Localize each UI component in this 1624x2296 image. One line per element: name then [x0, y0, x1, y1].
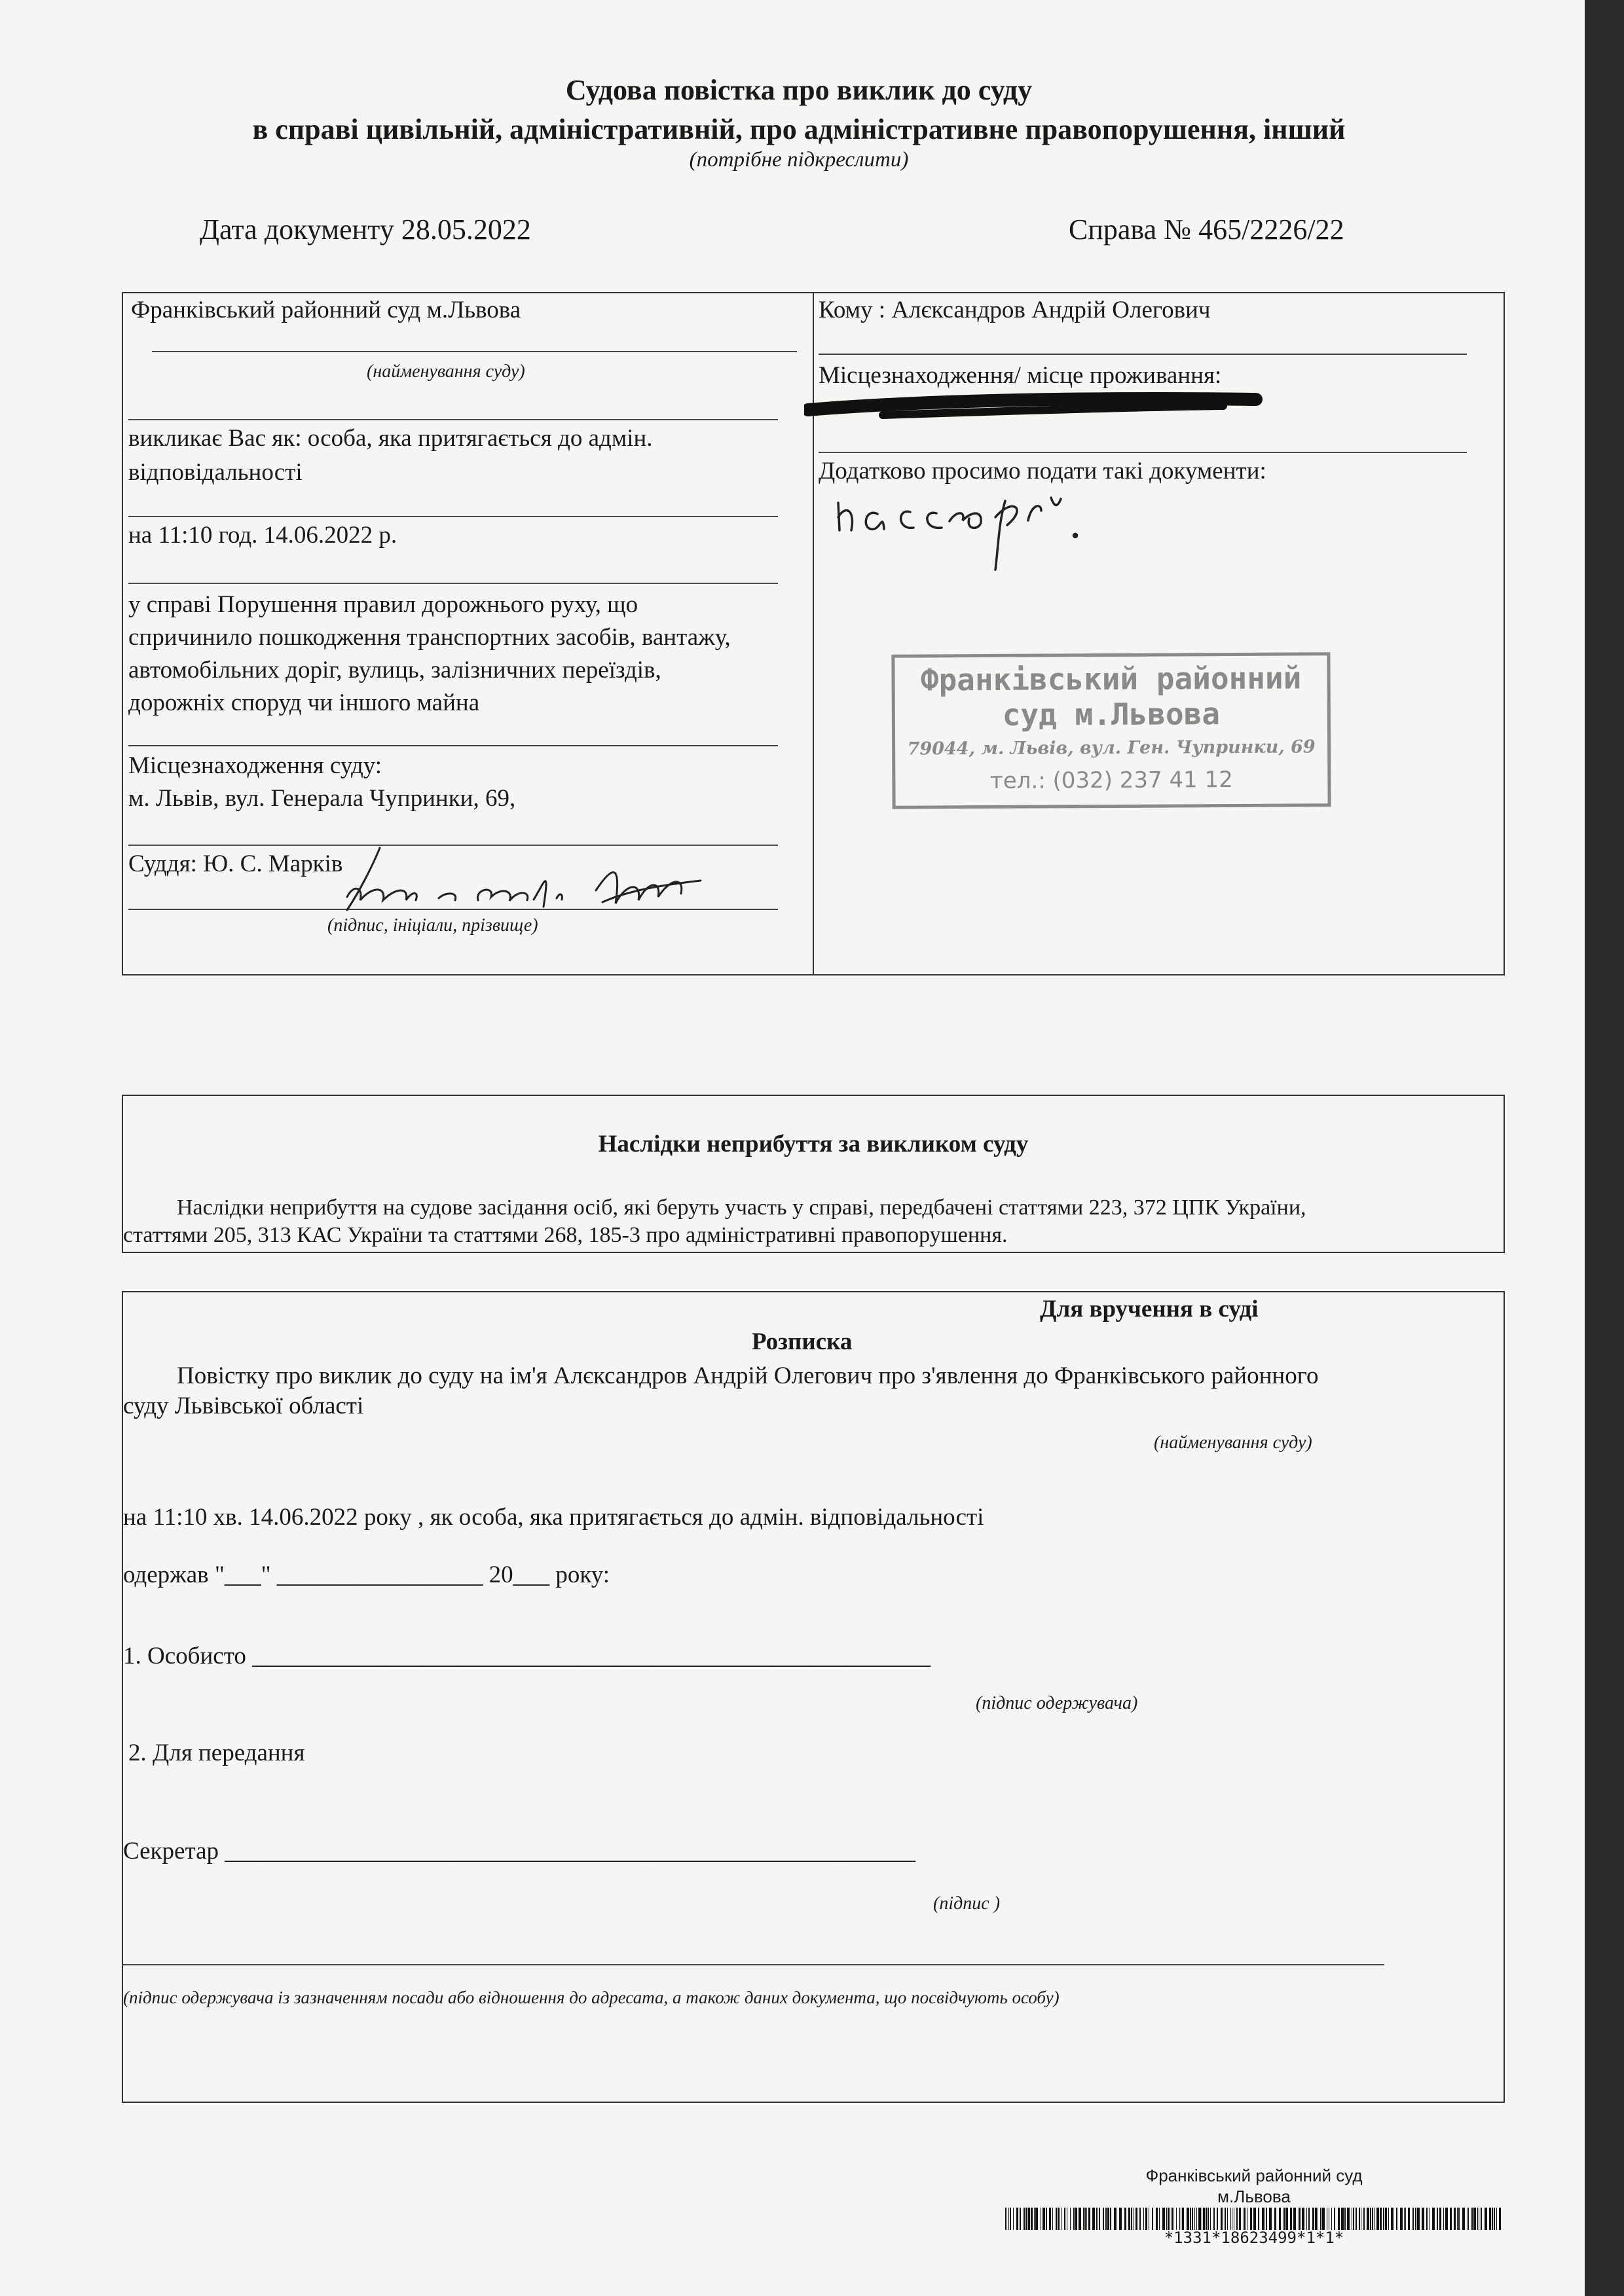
- barcode-bar: [1437, 2208, 1438, 2230]
- barcode-bar: [1244, 2208, 1246, 2230]
- barcode-bar: [1103, 2208, 1104, 2230]
- barcode-bar: [1477, 2208, 1478, 2230]
- barcode-bar: [1035, 2208, 1038, 2230]
- barcode-bar: [1481, 2208, 1482, 2230]
- barcode: [1005, 2208, 1503, 2230]
- barcode-bar: [1099, 2208, 1100, 2230]
- barcode-bar: [1302, 2208, 1304, 2230]
- summons-as-line2: відповідальності: [128, 459, 303, 486]
- barcode-bar: [1439, 2208, 1441, 2230]
- hearing-time: на 11:10 год. 14.06.2022 р.: [128, 522, 397, 549]
- barcode-bar: [1058, 2208, 1060, 2230]
- divider: [128, 583, 778, 584]
- court-name-caption: (найменування суду): [367, 361, 525, 382]
- recipient-signature-line: [123, 1964, 1384, 1965]
- barcode-bar: [1457, 2208, 1458, 2230]
- barcode-bar: [1166, 2208, 1167, 2230]
- court-name-underline: [152, 351, 797, 352]
- barcode-bar: [1075, 2208, 1077, 2230]
- stamp-address: 79044, м. Львів, вул. Ген. Чупринки, 69: [907, 737, 1316, 759]
- barcode-bar: [1376, 2208, 1379, 2230]
- barcode-bar: [1107, 2208, 1109, 2230]
- document-title: Судова повістка про виклик до суду: [565, 74, 1033, 106]
- barcode-bar: [1088, 2208, 1090, 2230]
- barcode-bar: [1269, 2208, 1272, 2230]
- barcode-bar: [1471, 2208, 1473, 2230]
- barcode-bar: [1396, 2208, 1397, 2230]
- case-description-line1: у справі Порушення правил дорожнього руху, що: [128, 591, 638, 618]
- barcode-bar: [1139, 2208, 1141, 2230]
- barcode-bar: [1196, 2208, 1197, 2230]
- recipient-details-caption: (підпис одержувача із зазначенням посади або відношення до адресата, а також даних документа, що посвідчують особу): [123, 1988, 1060, 2007]
- divider: [128, 745, 778, 746]
- personally-line: 1. Особисто ________________________________________________________: [123, 1643, 931, 1669]
- receipt-title: Розписка: [752, 1328, 853, 1355]
- stamp-line1: Франківський районний: [920, 660, 1302, 698]
- barcode-bar: [1024, 2208, 1025, 2230]
- barcode-bar: [1380, 2208, 1382, 2230]
- barcode-bar: [1110, 2208, 1111, 2230]
- barcode-bar: [1084, 2208, 1086, 2230]
- barcode-bar: [1422, 2208, 1424, 2230]
- barcode-bar: [1370, 2208, 1371, 2230]
- barcode-bar: [1236, 2208, 1238, 2230]
- barcode-bar: [1239, 2208, 1241, 2230]
- handwritten-passport-note: [832, 484, 1087, 573]
- barcode-bar: [1320, 2208, 1321, 2230]
- court-name: Франківський районний суд м.Львова: [131, 297, 521, 323]
- barcode-bar: [1258, 2208, 1259, 2230]
- barcode-bar: [1034, 2208, 1035, 2230]
- stamp-phone: тел.: (032) 237 41 12: [989, 767, 1233, 794]
- barcode-bar: [1372, 2208, 1373, 2230]
- case-description-line3: автомобільних доріг, вулиць, залізничних переїздів,: [128, 657, 661, 683]
- barcode-bar: [1458, 2208, 1460, 2230]
- barcode-bar: [1208, 2208, 1209, 2230]
- barcode-text: *1331*18623499*1*1*: [1164, 2229, 1344, 2247]
- barcode-bar: [1005, 2208, 1006, 2230]
- barcode-bar: [1105, 2208, 1107, 2230]
- barcode-bar: [1083, 2208, 1084, 2230]
- barcode-bar: [1445, 2208, 1448, 2230]
- recipient-signature-caption: (підпис одержувача): [976, 1693, 1138, 1713]
- barcode-bar: [1400, 2208, 1403, 2230]
- barcode-bar: [1190, 2208, 1191, 2230]
- barcode-bar: [1405, 2208, 1406, 2230]
- barcode-bar: [1353, 2208, 1354, 2230]
- case-number: Справа № 465/2226/22: [1069, 213, 1344, 246]
- barcode-bar: [1432, 2208, 1435, 2230]
- barcode-bar: [1341, 2208, 1344, 2230]
- barcode-bar: [1026, 2208, 1027, 2230]
- barcode-bar: [1028, 2208, 1030, 2230]
- barcode-bar: [1450, 2208, 1452, 2230]
- barcode-bar: [1016, 2208, 1018, 2230]
- barcode-bar: [1192, 2208, 1193, 2230]
- barcode-bar: [1031, 2208, 1033, 2230]
- received-date-line: одержав "___" _________________ 20___ року:: [123, 1561, 610, 1588]
- barcode-bar: [1417, 2208, 1420, 2230]
- barcode-bar: [1020, 2208, 1021, 2230]
- signature-caption: (підпис, ініціали, прізвище): [327, 915, 538, 936]
- barcode-bar: [1494, 2208, 1495, 2230]
- case-description-line4: дорожніх споруд чи іншого майна: [128, 689, 480, 716]
- for-transfer-line: 2. Для передання: [128, 1740, 305, 1766]
- barcode-bar: [1135, 2208, 1137, 2230]
- barcode-bar: [1194, 2208, 1195, 2230]
- barcode-bar: [1064, 2208, 1065, 2230]
- court-stamp: [891, 652, 1331, 809]
- barcode-bar: [1182, 2208, 1184, 2230]
- barcode-bar: [1315, 2208, 1317, 2230]
- barcode-bar: [1230, 2208, 1231, 2230]
- barcode-bar: [1356, 2208, 1357, 2230]
- receipt-line2: суду Львівської області: [123, 1393, 364, 1419]
- barcode-bar: [1496, 2208, 1497, 2230]
- receipt-time-line: на 11:10 хв. 14.06.2022 року , як особа, яка притягається до адмін. відповідальності: [123, 1504, 984, 1531]
- barcode-bar: [1454, 2208, 1456, 2230]
- barcode-bar: [1443, 2208, 1444, 2230]
- barcode-bar: [1143, 2208, 1144, 2230]
- consequences-text-line2: статтями 205, 313 КАС України та статтями 268, 185-3 про адміністративні правопорушення.: [123, 1223, 1008, 1247]
- barcode-bar: [1152, 2208, 1153, 2230]
- barcode-bar: [1156, 2208, 1158, 2230]
- barcode-bar: [1391, 2208, 1393, 2230]
- barcode-bar: [1347, 2208, 1350, 2230]
- barcode-bar: [1096, 2208, 1098, 2230]
- barcode-bar: [1086, 2208, 1087, 2230]
- scan-edge: [1585, 0, 1624, 2296]
- barcode-bar: [1322, 2208, 1325, 2230]
- court-location-value: м. Львів, вул. Генерала Чупринки, 69,: [128, 785, 516, 812]
- barcode-bar: [1187, 2208, 1189, 2230]
- barcode-bar: [1404, 2208, 1405, 2230]
- barcode-bar: [1367, 2208, 1369, 2230]
- barcode-bar: [1334, 2208, 1335, 2230]
- barcode-bar: [1331, 2208, 1332, 2230]
- divider: [819, 354, 1467, 355]
- footer-court-name: Франківський районний суд: [1145, 2166, 1363, 2185]
- barcode-bar: [1049, 2208, 1051, 2230]
- redaction-marker: [804, 390, 1263, 424]
- barcode-bar: [1119, 2208, 1122, 2230]
- divider: [128, 419, 778, 420]
- barcode-bar: [1070, 2208, 1071, 2230]
- secretary-signature-caption: (підпис ): [933, 1893, 1001, 1914]
- barcode-bar: [1124, 2208, 1126, 2230]
- for-court-delivery: Для вручення в суді: [1040, 1296, 1259, 1322]
- barcode-bar: [1262, 2208, 1264, 2230]
- barcode-bar: [1198, 2208, 1201, 2230]
- barcode-bar: [1344, 2208, 1346, 2230]
- barcode-bar: [1274, 2208, 1276, 2230]
- barcode-bar: [1299, 2208, 1301, 2230]
- barcode-bar: [1363, 2208, 1365, 2230]
- barcode-bar: [1013, 2208, 1014, 2230]
- document-title-line2: в справі цивільній, адміністративній, про адміністративне правопорушення, інший: [252, 113, 1346, 145]
- barcode-bar: [1079, 2208, 1081, 2230]
- barcode-bar: [1227, 2208, 1228, 2230]
- barcode-bar: [1010, 2208, 1011, 2230]
- barcode-bar: [1008, 2208, 1009, 2230]
- barcode-bar: [1308, 2208, 1310, 2230]
- summons-as-line1: викликає Вас як: особа, яка притягається до адмін.: [128, 425, 653, 452]
- recipient-name: Кому : Алєксандров Андрій Олегович: [819, 297, 1211, 323]
- barcode-bar: [1253, 2208, 1256, 2230]
- barcode-bar: [1179, 2208, 1180, 2230]
- barcode-bar: [1293, 2208, 1296, 2230]
- barcode-bar: [1359, 2208, 1360, 2230]
- barcode-bar: [1473, 2208, 1476, 2230]
- barcode-bar: [1206, 2208, 1207, 2230]
- barcode-bar: [1221, 2208, 1223, 2230]
- barcode-bar: [1306, 2208, 1307, 2230]
- judge-name: Суддя: Ю. С. Марків: [128, 850, 343, 877]
- barcode-bar: [1046, 2208, 1047, 2230]
- barcode-bar: [1412, 2208, 1414, 2230]
- consequences-title: Наслідки неприбуття за викликом суду: [598, 1131, 1029, 1157]
- barcode-bar: [1408, 2208, 1410, 2230]
- barcode-bar: [1213, 2208, 1215, 2230]
- residence-label: Місцезнаходження/ місце проживання:: [819, 362, 1222, 389]
- secretary-line: Секретар _________________________________________________________: [123, 1838, 915, 1865]
- barcode-bar: [1492, 2208, 1493, 2230]
- barcode-bar: [1279, 2208, 1281, 2230]
- barcode-bar: [1467, 2208, 1469, 2230]
- barcode-bar: [1338, 2208, 1340, 2230]
- barcode-bar: [1131, 2208, 1132, 2230]
- barcode-bar: [1426, 2208, 1428, 2230]
- barcode-bar: [1210, 2208, 1211, 2230]
- stamp-line2: суд м.Львова: [1002, 696, 1221, 733]
- barcode-bar: [1489, 2208, 1491, 2230]
- barcode-bar: [1499, 2208, 1501, 2230]
- barcode-bar: [1162, 2208, 1165, 2230]
- barcode-bar: [1388, 2208, 1389, 2230]
- barcode-bar: [1159, 2208, 1160, 2230]
- barcode-bar: [1073, 2208, 1075, 2230]
- divider: [819, 452, 1467, 453]
- barcode-bar: [1114, 2208, 1116, 2230]
- receipt-line1: Повістку про виклик до суду на ім'я Алєксандров Андрій Олегович про з'явлення до Франківського районного: [177, 1362, 1319, 1389]
- barcode-bar: [1415, 2208, 1416, 2230]
- case-description-line2: спричинило пошкодження транспортних засобів, вантажу,: [128, 624, 731, 651]
- barcode-bar: [1056, 2208, 1057, 2230]
- barcode-bar: [1172, 2208, 1173, 2230]
- barcode-bar: [1312, 2208, 1314, 2230]
- document-subtitle: (потрібне підкреслити): [689, 148, 909, 172]
- barcode-bar: [1383, 2208, 1384, 2230]
- barcode-bar: [1168, 2208, 1170, 2230]
- barcode-bar: [1290, 2208, 1292, 2230]
- judge-signature: [334, 845, 707, 917]
- barcode-bar: [1485, 2208, 1487, 2230]
- barcode-bar: [1266, 2208, 1267, 2230]
- footer-court-city: м.Львова: [1217, 2187, 1291, 2206]
- consequences-text-line1: Наслідки неприбуття на судове засідання осіб, які беруть участь у справі, передбачені статтями 223, 372 ЦПК України,: [177, 1195, 1306, 1220]
- document-date: Дата документу 28.05.2022: [200, 213, 531, 246]
- barcode-bar: [1225, 2208, 1226, 2230]
- barcode-bar: [1043, 2208, 1045, 2230]
- barcode-bar: [1128, 2208, 1130, 2230]
- barcode-bar: [1203, 2208, 1205, 2230]
- divider: [128, 516, 778, 517]
- barcode-bar: [1145, 2208, 1147, 2230]
- barcode-bar: [1092, 2208, 1095, 2230]
- court-location-label: Місцезнаходження суду:: [128, 752, 382, 779]
- additional-documents-label: Додатково просимо подати такі документи:: [819, 458, 1266, 484]
- barcode-bar: [1385, 2208, 1387, 2230]
- barcode-bar: [1283, 2208, 1285, 2230]
- receipt-court-caption: (найменування суду): [1154, 1432, 1312, 1453]
- barcode-bar: [1250, 2208, 1252, 2230]
- barcode-bar: [1052, 2208, 1053, 2230]
- barcode-bar: [1374, 2208, 1375, 2230]
- barcode-bar: [1462, 2208, 1465, 2230]
- barcode-bar: [1285, 2208, 1288, 2230]
- barcode-bar: [1217, 2208, 1218, 2230]
- barcode-bar: [1176, 2208, 1177, 2230]
